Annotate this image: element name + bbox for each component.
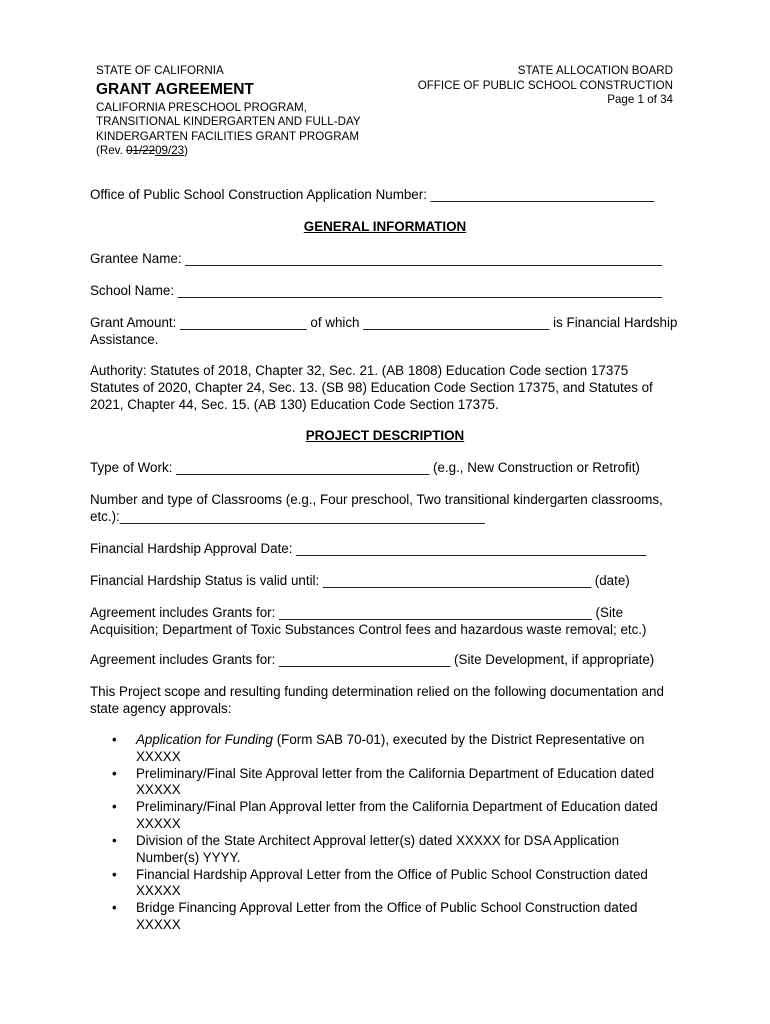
list-item: • Application for Funding (Form SAB 70-01), executed by the District Representative on XXXXX bbox=[112, 732, 645, 764]
grants-site-field: Agreement includes Grants for: __________________________________________ (Site Acquisition; Department of Toxic Substances Control fees and hazardous waste removal; etc.) bbox=[90, 605, 647, 637]
type-of-work-field: Type of Work: __________________________________ (e.g., New Construction or Retrofit) bbox=[90, 460, 640, 475]
school-name-field: School Name: _________________________________________________________________ bbox=[90, 283, 662, 298]
list-item: • Financial Hardship Approval Letter from the Office of Public School Construction dated XXXXX bbox=[112, 866, 648, 899]
list-item: • Division of the State Architect Approval letter(s) dated XXXXX for DSA Application Number(s) YYYY. bbox=[112, 833, 620, 865]
grantee-name-field: Grantee Name: ________________________________________________________________ bbox=[90, 251, 662, 266]
project-description-heading: PROJECT DESCRIPTION bbox=[305, 428, 465, 443]
list-item: • Preliminary/Final Plan Approval letter from the California Department of Education dated XXXXX bbox=[112, 799, 658, 831]
list-item: • Preliminary/Final Site Approval letter from the California Department of Education dated XXXXX bbox=[112, 765, 655, 798]
bullet-icon: • bbox=[112, 833, 117, 849]
bullet-icon: • bbox=[112, 900, 117, 916]
general-information-heading: GENERAL INFORMATION bbox=[303, 219, 467, 234]
approvals-list bbox=[90, 732, 680, 934]
fh-status-field: Financial Hardship Status is valid until: ____________________________________ (date) bbox=[90, 573, 630, 588]
state-label: STATE OF CALIFORNIA bbox=[96, 64, 224, 77]
document-title: GRANT AGREEMENT bbox=[96, 80, 254, 98]
revision-new: 09/23 bbox=[155, 144, 185, 158]
header-right bbox=[373, 64, 673, 108]
bullet-icon: • bbox=[112, 765, 117, 781]
page-number: Page 1 of 34 bbox=[607, 93, 673, 107]
program-line-1: CALIFORNIA PRESCHOOL PROGRAM, bbox=[96, 100, 307, 114]
program-line-3: KINDERGARTEN FACILITIES GRANT PROGRAM bbox=[96, 129, 360, 143]
bullet-icon: • bbox=[112, 732, 117, 747]
grant-amount-field: Grant Amount: _________________ of which _________________________ is Financial Hardship Assistance. bbox=[90, 315, 678, 347]
application-number-field: Office of Public School Construction Application Number: ______________________________ bbox=[90, 187, 655, 202]
list-item: • Bridge Financing Approval Letter from the Office of Public School Construction dated XXXXX bbox=[112, 900, 638, 933]
fh-approval-date-field: Financial Hardship Approval Date: _______________________________________________ bbox=[90, 541, 647, 556]
grants-development-field: Agreement includes Grants for: _______________________ (Site Development, if appropriate) bbox=[90, 652, 655, 667]
application-for-funding-title: Application for Funding bbox=[136, 732, 273, 747]
classrooms-field: Number and type of Classrooms (e.g., Four preschool, Two transitional kindergarten classrooms, etc.):_________________________________________________ bbox=[90, 492, 663, 524]
program-line-2: TRANSITIONAL KINDERGARTEN AND FULL-DAY bbox=[96, 115, 361, 129]
header-left bbox=[96, 64, 396, 159]
scope-intro: This Project scope and resulting funding determination relied on the following documentation and state agency approvals: bbox=[90, 684, 664, 716]
revision-old: 01/22 bbox=[126, 144, 156, 158]
bullet-icon: • bbox=[112, 866, 117, 882]
revision-line: (Rev. 01/2209/23) bbox=[96, 144, 188, 158]
bullet-icon: • bbox=[112, 799, 117, 815]
board-label: STATE ALLOCATION BOARD bbox=[517, 64, 673, 77]
authority-paragraph: Authority: Statutes of 2018, Chapter 32, Sec. 21. (AB 1808) Education Code section 17375 Statutes of 2020, Chapter 24, Sec. 13. (SB 98) Education Code Section 17375, and Statutes of 2021, Chapter 44, Sec. 15. (AB 130) Education Code Section 17375. bbox=[90, 363, 653, 412]
office-label: OFFICE OF PUBLIC SCHOOL CONSTRUCTION bbox=[417, 78, 673, 92]
